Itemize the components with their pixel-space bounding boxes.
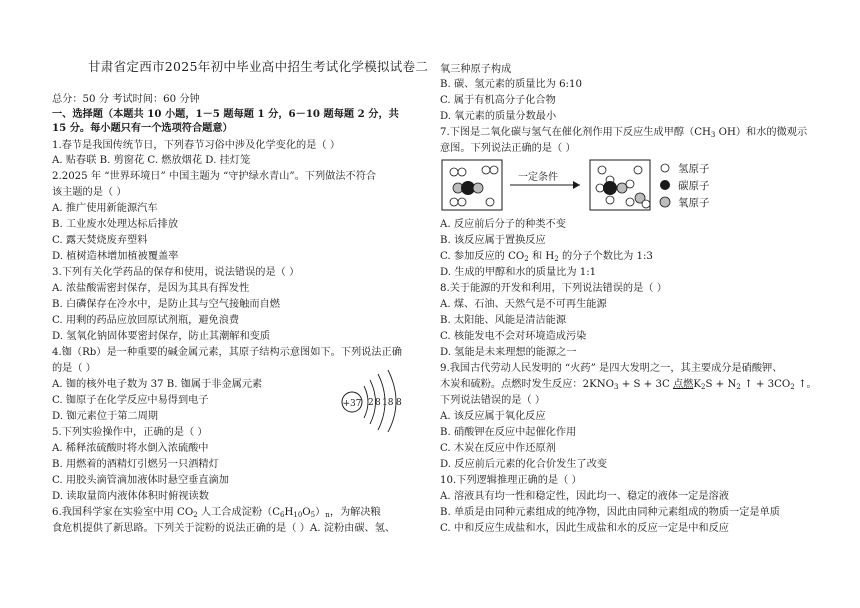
question-10: 10.下列逻辑推理正确的是（ ） [440,475,582,486]
q5-option-d: D. 读取量筒内液体体积时俯视读数 [52,491,209,502]
q8-option-a: A. 煤、石油、天然气是不可再生能源 [440,299,607,310]
legend-oxygen-icon [660,197,670,207]
reaction-micro-diagram [440,158,740,214]
q5-option-c: C. 用胶头滴管滴加液体时悬空垂直滴加 [52,475,229,486]
question-9: 9.我国古代劳动人民发明的 “火药” 是四大发明之一，其主要成分是硝酸钾、 [440,363,783,374]
sub-2: 2 [554,255,559,263]
sub-3: 3 [710,131,716,139]
oxygen-atom [617,183,627,193]
q2-option-b: B. 工业废水处理达标后排放 [52,219,179,230]
q3-option-c: C. 用剩的药品应放回原试剂瓶，避免浪费 [52,315,240,326]
hydrogen-atom [450,168,458,176]
q7-option-d: D. 生成的甲醇和水的质量比为 1:1 [440,267,597,278]
hydrogen-atom [458,168,466,176]
q9-eq-rest: S + N [705,379,737,390]
q2-option-a: A. 推广使用新能源汽车 [52,203,158,214]
q6-tail: ，为解决粮 [329,507,381,518]
q4-option-ab: A. 铷的核外电子数为 37 B. 铷属于非金属元素 [52,379,263,390]
hydrogen-atom [634,166,642,174]
hydrogen-atom [626,198,634,206]
hydrogen-atom [642,200,650,208]
question-1-options: A. 贴春联 B. 剪窗花 C. 燃放烟花 D. 挂灯笼 [52,155,251,166]
q4-option-c: C. 铷原子在化学反应中易得到电子 [52,395,209,406]
q6-option-d: D. 氧元素的质量分数最小 [440,111,557,122]
q4-option-d: D. 铷元素位于第二周期 [52,411,158,422]
q2-option-c: C. 露天焚烧废弃塑料 [52,235,148,246]
q9-eq-fin: ↑。 [794,379,817,390]
question-9-cont: 下列说法错误的是（ ） [440,395,546,406]
q7-pre: 7.下图是二氧化碳与氢气在催化剂作用下反应生成甲醇（CH [440,127,711,138]
sub-2: 2 [524,255,529,263]
q7-post: OH）和水的微观示 [715,127,808,138]
legend-carbon-icon [660,180,670,190]
shell-count-4: 8 [396,398,402,408]
q6-text-mid: 人工合成淀粉（C [197,507,280,518]
q7-option-b: B. 该反应属于置换反应 [440,235,546,246]
exam-title: 甘肃省定西市2025年初中毕业高中招生考试化学模拟试卷二 [88,59,429,74]
q7-option-a: A. 反应前后分子的种类不变 [440,219,566,230]
question-2: 2.2025 年 “世界环境日” 中国主题为 “守护绿水青山”。下列做法不符合 [52,171,377,182]
q9-eq-end: ↑ + 3CO [740,379,791,390]
hydrogen-atom [598,166,606,174]
hydrogen-atom [450,198,458,206]
question-3: 3.下列有关化学药品的保存和使用，说法错误的是（ ） [52,267,300,278]
section-heading-cont: 15 分。每小题只有一个选项符合题意） [52,122,233,134]
q2-option-d: D. 植树造林增加植被覆盖率 [52,251,179,262]
reaction-arrow-head [573,181,580,189]
hydrogen-atom [626,180,634,188]
q7c-post: 的分子个数比为 1:3 [558,251,653,262]
question-6 [52,506,381,522]
q6-option-c: C. 属于有机高分子化合物 [440,95,556,106]
hydrogen-atom [482,166,490,174]
question-8: 8.关于能源的开发和利用，下列说法错误的是（ ） [440,283,667,294]
q5-option-b: B. 用燃着的酒精灯引燃另一只酒精灯 [52,459,219,470]
sub-2: 2 [790,383,795,391]
question-1: 1.春节是我国传统节日，下列春节习俗中涉及化学变化的是（ ） [52,140,341,151]
q7c-mid: 和 H [528,251,555,262]
q7-option-c [440,250,653,266]
question-6-cont: 食危机提供了新思路。下列关于淀粉的说法正确的是（ ）A. 淀粉由碳、氢、 [52,523,396,534]
legend-oxygen-label: 氧原子 [678,197,710,209]
hydrogen-atom [606,196,614,204]
question-9-equation [440,378,817,394]
exam-meta: 总分：50 分 考试时间：60 分钟 [52,94,200,105]
sub-10: 10 [293,511,303,519]
sub-2: 2 [193,511,198,519]
q6-text-pre: 6.我国科学家在实验室中用 CO [52,507,194,518]
q3-option-d: D. 氢氧化钠固体要密封保存，防止其潮解和变质 [52,331,271,342]
question-4-cont: 的是（ ） [52,363,96,374]
nucleus-charge: +37 [342,399,362,409]
sub-3: 3 [613,383,619,391]
hydrogen-atom [490,166,498,174]
legend-hydrogen-label: 氢原子 [678,163,710,175]
legend-hydrogen-icon [661,164,669,172]
sub-n: n [325,511,330,519]
q8-option-b: B. 太阳能、风能是清洁能源 [440,315,567,326]
hydrogen-atom [458,198,466,206]
q6-option-b: B. 碳、氢元素的质量比为 6:10 [440,79,582,90]
sub-2: 2 [736,383,741,391]
section-heading: 一、选择题（本题共 10 小题，1－5 题每题 1 分，6－10 题每题 2 分，共 [52,108,399,120]
q6-o: O [302,507,311,518]
sub-2: 2 [700,383,706,391]
shell-count-2: 8 [375,398,381,408]
q9-eq-mid: + S + 3C [618,379,673,390]
q9-option-d: D. 反应前后元素的化合价发生了改变 [440,459,608,470]
question-2-cont: 该主题的是（ ） [52,187,127,198]
q9-option-b: B. 硝酸钾在反应中起催化作用 [440,427,577,438]
shell-count-3: 18 [382,398,394,408]
q8-option-d: D. 氢能是未来理想的能源之一 [440,347,577,358]
rubidium-atom-diagram [340,368,410,432]
q6-close: ） [315,507,326,518]
q9-eq-k: K [693,379,701,390]
q9-eq-pre: 木炭和硫粉。点燃时发生反应：2KNO [440,379,614,390]
oxygen-atom [473,183,483,193]
legend-carbon-label: 碳原子 [678,180,710,192]
q5-option-a: A. 稀释浓硫酸时将水倒入浓硫酸中 [52,443,209,454]
q6-option-a-cont: 氧三种原子构成 [440,64,512,75]
question-7-cont: 意图。下列说法正确的是（ ） [440,143,576,154]
carbon-atom [603,181,617,195]
question-4: 4.铷（Rb）是一种重要的碱金属元素，其原子结构示意图如下。下列说法正确 [52,347,402,358]
hydrogen-atom [486,198,494,206]
shell-count-1: 2 [368,398,374,408]
q3-option-b: B. 白磷保存在冷水中，是防止其与空气接触而自燃 [52,299,280,310]
sub-5: 5 [310,511,316,519]
q10-option-a: A. 溶液具有均一性和稳定性，因此均一、稳定的液体一定是溶液 [440,491,729,502]
q10-option-c: C. 中和反应生成盐和水，因此生成盐和水的反应一定是中和反应 [440,523,729,534]
q9-option-a: A. 该反应属于氧化反应 [440,411,546,422]
question-5: 5.下列实验操作中，正确的是（ ） [52,427,208,438]
q7c-pre: C. 参加反应的 CO [440,251,525,262]
q10-option-b: B. 单质是由同种元素组成的纯净物，因此由同种元素组成的物质一定是单质 [440,507,780,518]
q9-option-c: C. 木炭在反应中作还原剂 [440,443,556,454]
q3-option-a: A. 浓盐酸需密封保存，是因为其具有挥发性 [52,283,250,294]
reaction-condition: 点燃 [672,379,694,390]
hydrogen-atom [596,184,604,192]
q6-h: H [284,507,294,518]
reaction-condition-label: 一定条件 [518,172,558,183]
question-7 [440,126,807,142]
sub-6: 6 [280,511,285,519]
q8-option-c: C. 核能发电不会对环境造成污染 [440,331,587,342]
